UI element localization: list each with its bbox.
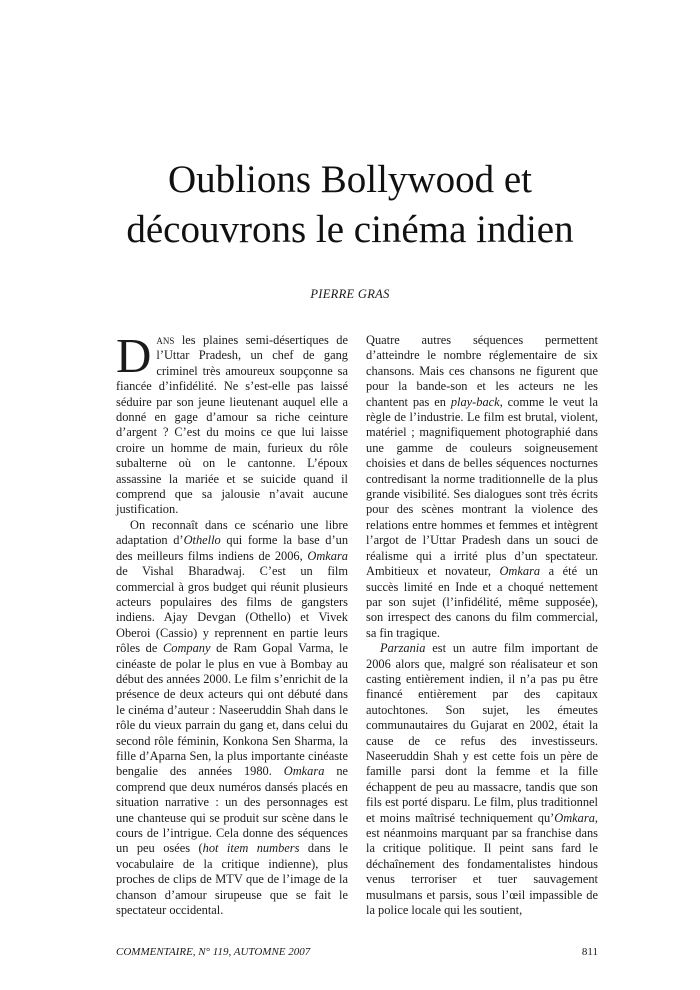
paragraph-3 xyxy=(366,333,598,641)
article-title xyxy=(60,155,640,255)
text-run: de Vishal Bharadwaj. C’est un film commercial à gros budget qui réunit plusieurs acteurs populaires des films de gangsters indiens. Ajay Devgan (Othello) et Vivek Oberoi (Cassio) y reprennent en partie leurs rôles de xyxy=(116,564,348,656)
text-run: , est néanmoins marquant par sa franchise dans la critique politique. Il peint sans fard le déchaînement des fondamentalistes hindous venus terroriser et tuer sauvagement musulmans et parsis, sous l’œil impassible de la police locale qui les soutient, xyxy=(366,810,598,918)
italic-title: Omkara xyxy=(499,564,541,579)
text-run: de Ram Gopal Varma, le cinéaste de polar le plus en vue à Bombay au début des années 2000. Le film s’enrichit de la présence de deux acteurs qui ont débuté dans le cinéma d’auteur : Naseeruddin Shah dans le rôle du vieux parrain du gang et, dans celui du second rôle féminin, Konkona Sen Sharma, la fille d’Aparna Sen, la plus importante cinéaste bengalie des années 1980. xyxy=(116,641,348,779)
italic-title: Omkara xyxy=(554,810,595,825)
text-run: qui forme la base d’un des meilleurs films indiens de 2006, xyxy=(116,533,349,563)
page-number: 811 xyxy=(581,946,598,958)
paragraph-1 xyxy=(116,328,348,518)
italic-title: Company xyxy=(162,641,211,656)
paragraph-1-text: les plaines semi-désertiques de l’Uttar Pradesh, un chef de gang criminel très amoureux soupçonne sa fiancée d’infidélité. Ne s’est-elle pas laissé séduire par son jeune lieutenant auquel elle a donné en gage d’amour sa riche ceinture d’argent ? C’est du moins ce que lui laisse croire un homme de main, furieux du rôle subalterne où on le cantonne. L’époux assassine la mariée et se suicide quand il comprend que sa jalousie n’avait aucune justification. xyxy=(116,333,348,517)
text-run: On reconnaît dans ce scénario une libre adaptation d’ xyxy=(116,517,348,548)
text-column-left xyxy=(116,328,349,918)
italic-term: hot item numbers xyxy=(202,841,300,856)
italic-title: Omkara xyxy=(283,764,325,779)
text-run: ne comprend que deux numéros dansés placés en situation narrative : un des personnages est une chanteuse qui se produit sur scène dans le cours de l’intrigue. Cela donne des séquences un peu osées ( xyxy=(116,764,349,856)
title-line-2: découvrons le cinéma indien xyxy=(126,208,574,251)
italic-title: Othello xyxy=(183,533,221,548)
text-run: a été un succès limité en Inde et a choqué nettement par son sujet (l’infidélité, même supposée), son irrespect des canons du film commercial, sa fin tragique. xyxy=(366,564,599,640)
small-caps-opening: ans xyxy=(156,333,175,347)
journal-footer: COMMENTAIRE, N° 119, AUTOMNE 2007 xyxy=(116,946,311,958)
italic-title: Omkara xyxy=(307,548,348,563)
text-column-right xyxy=(366,333,598,918)
paragraph-2 xyxy=(116,518,348,919)
drop-cap: D xyxy=(116,328,152,383)
italic-title: Parzania xyxy=(380,641,426,656)
text-run: , comme le veut la règle de l’industrie. Le film est brutal, violent, matériel ; magnifiquement photographié dans une gamme de couleurs soigneusement choisies et dans de belles séquences nocturnes contredisant la norme traditionnelle de la plus grande visibilité. Ses dialogues sont très écrits pour des scènes montrant la violence des relations entre hommes et femmes et intègrent l’argot de l’Uttar Pradesh dans un souci de réalisme qui a irrité plus d’un spectateur. Ambitieux et novateur, xyxy=(366,394,598,579)
paragraph-4 xyxy=(366,641,598,918)
author-name: PIERRE GRAS xyxy=(310,287,390,301)
text-run: est un autre film important de 2006 alors que, malgré son réalisateur et son casting entièrement indien, il n’a pas pu être financé entièrement par des capitaux autochtones. Son sujet, les émeutes communautaires du Gujarat en 2002, était la cause de ce refus des investisseurs. Naseeruddin Shah y est cette fois un père de famille parsi dont la femme et la fille échappent de peu au massacre, tandis que son fils est porté disparu. Le film, plus traditionnel et moins maîtrisé techniquement qu’ xyxy=(366,641,598,825)
italic-term: play-back xyxy=(450,394,500,409)
text-run: Quatre autres séquences permettent d’atteindre le nombre réglementaire de six chansons. Mais ces chansons ne figurent que pour la bande-son et les acteurs ne les chantent pas en xyxy=(366,333,598,409)
title-line-1: Oublions Bollywood et xyxy=(167,158,532,201)
text-run: dans le vocabulaire de la critique indienne), plus proches de clips de MTV que de l’image de la chanson d’amour sirupeuse que se fait le spectateur occidental. xyxy=(116,841,348,918)
